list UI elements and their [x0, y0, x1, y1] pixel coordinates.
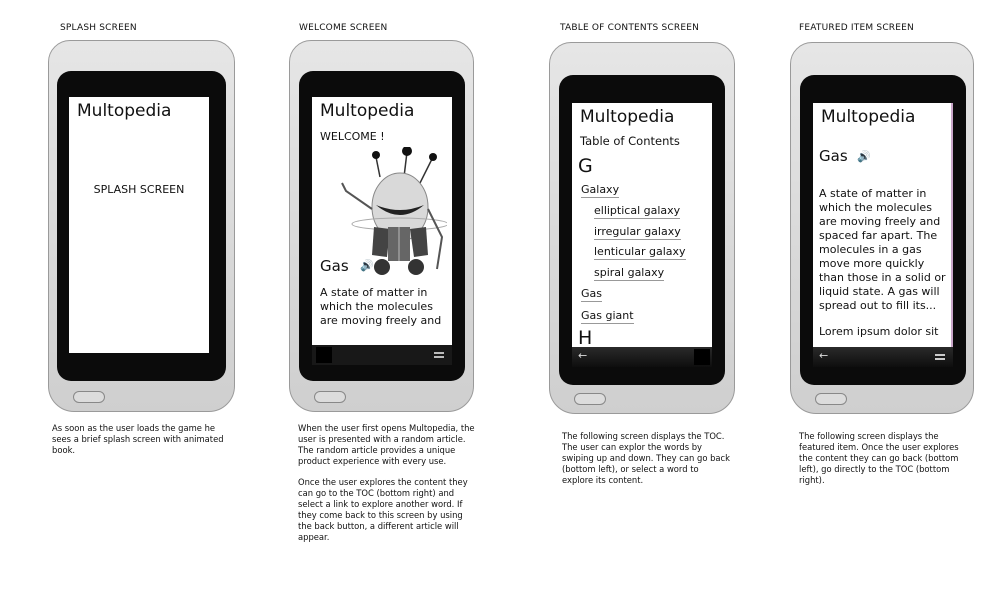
toc-phone [549, 42, 735, 414]
toc-link-galaxy[interactable]: Galaxy [581, 183, 620, 196]
app-title: Multopedia [821, 107, 916, 127]
article-text: A state of matter in which the molecules are moving freely and [320, 286, 442, 327]
featured-screen [813, 103, 953, 347]
toc-bezel [559, 75, 725, 385]
home-button[interactable] [73, 391, 105, 403]
toc-link-gas[interactable]: Gas [581, 287, 602, 300]
splash-panel-title: SPLASH SCREEN [60, 23, 137, 33]
nav-left-slot [316, 347, 332, 363]
app-title: Multopedia [77, 101, 172, 121]
welcome-description-part-2: Once the user explores the content they can go to the TOC (bottom right) and select a link to explore another word. If they come back to this screen by using the back button, a different article will appear. [298, 477, 468, 542]
featured-nav-bar [813, 347, 953, 367]
app-title: Multopedia [580, 107, 675, 127]
featured-bezel [800, 75, 966, 385]
splash-description: As soon as the user loads the game he sees a brief splash screen with animated book. [52, 423, 224, 455]
toc-link-elliptical-galaxy[interactable]: elliptical galaxy [594, 204, 681, 217]
toc-menu-icon[interactable] [434, 352, 444, 358]
welcome-description [298, 423, 478, 553]
featured-word: Gas [819, 147, 848, 165]
featured-lorem-text: Lorem ipsum dolor sit [819, 325, 939, 338]
welcome-phone [289, 40, 474, 412]
toc-letter-h: H [578, 327, 593, 347]
scroll-indicator[interactable] [951, 103, 953, 347]
toc-panel-title: TABLE OF CONTENTS SCREEN [560, 23, 700, 33]
toc-heading: Table of Contents [580, 134, 680, 148]
toc-menu-icon[interactable] [935, 354, 945, 360]
welcome-bezel [299, 71, 465, 381]
alien-mascot-illustration [332, 147, 447, 277]
toc-letter-g: G [578, 155, 593, 177]
splash-screen-label: SPLASH SCREEN [93, 183, 185, 196]
toc-link-gas-giant[interactable]: Gas giant [581, 309, 634, 322]
featured-article-text: A state of matter in which the molecules are moving freely and spaced far apart. The molecules in a gas move more quickly than those in a solid or liquid state. A gas will spread out to fill its... [819, 187, 946, 312]
app-title: Multopedia [320, 101, 415, 121]
welcome-greeting: WELCOME ! [320, 130, 385, 143]
home-button[interactable] [815, 393, 847, 405]
toc-nav-bar [572, 347, 712, 367]
featured-description: The following screen displays the featured item. Once the user explores the content they can go back (bottom left), go directly to the TOC (bottom right). [799, 431, 959, 485]
featured-phone [790, 42, 974, 414]
splash-screen [69, 97, 209, 353]
back-arrow-icon[interactable]: ← [578, 349, 588, 362]
toc-link-spiral-galaxy[interactable]: spiral galaxy [594, 266, 665, 279]
splash-phone [48, 40, 235, 412]
welcome-screen [312, 97, 452, 345]
home-button[interactable] [574, 393, 606, 405]
toc-link-lenticular-galaxy[interactable]: lenticular galaxy [594, 245, 686, 258]
featured-panel-title: FEATURED ITEM SCREEN [799, 23, 914, 33]
splash-bezel [57, 71, 226, 381]
article-word: Gas [320, 257, 349, 275]
toc-screen [572, 103, 712, 347]
home-button[interactable] [314, 391, 346, 403]
toc-link-irregular-galaxy[interactable]: irregular galaxy [594, 225, 681, 238]
welcome-description-part-1: When the user first opens Multopedia, the user is presented with a random article. The random article provides a unique product experience with every use. [298, 423, 475, 466]
back-arrow-icon[interactable]: ← [819, 349, 829, 362]
welcome-panel-title: WELCOME SCREEN [299, 23, 388, 33]
welcome-nav-bar [312, 345, 452, 365]
speaker-icon[interactable]: 🔊 [857, 150, 871, 163]
speaker-icon[interactable]: 🔊 [360, 259, 374, 272]
toc-description: The following screen displays the TOC. The user can explor the words by swiping up and down. They can go back (bottom left), or select a word to explore its content. [562, 431, 731, 485]
nav-right-slot [694, 349, 710, 365]
